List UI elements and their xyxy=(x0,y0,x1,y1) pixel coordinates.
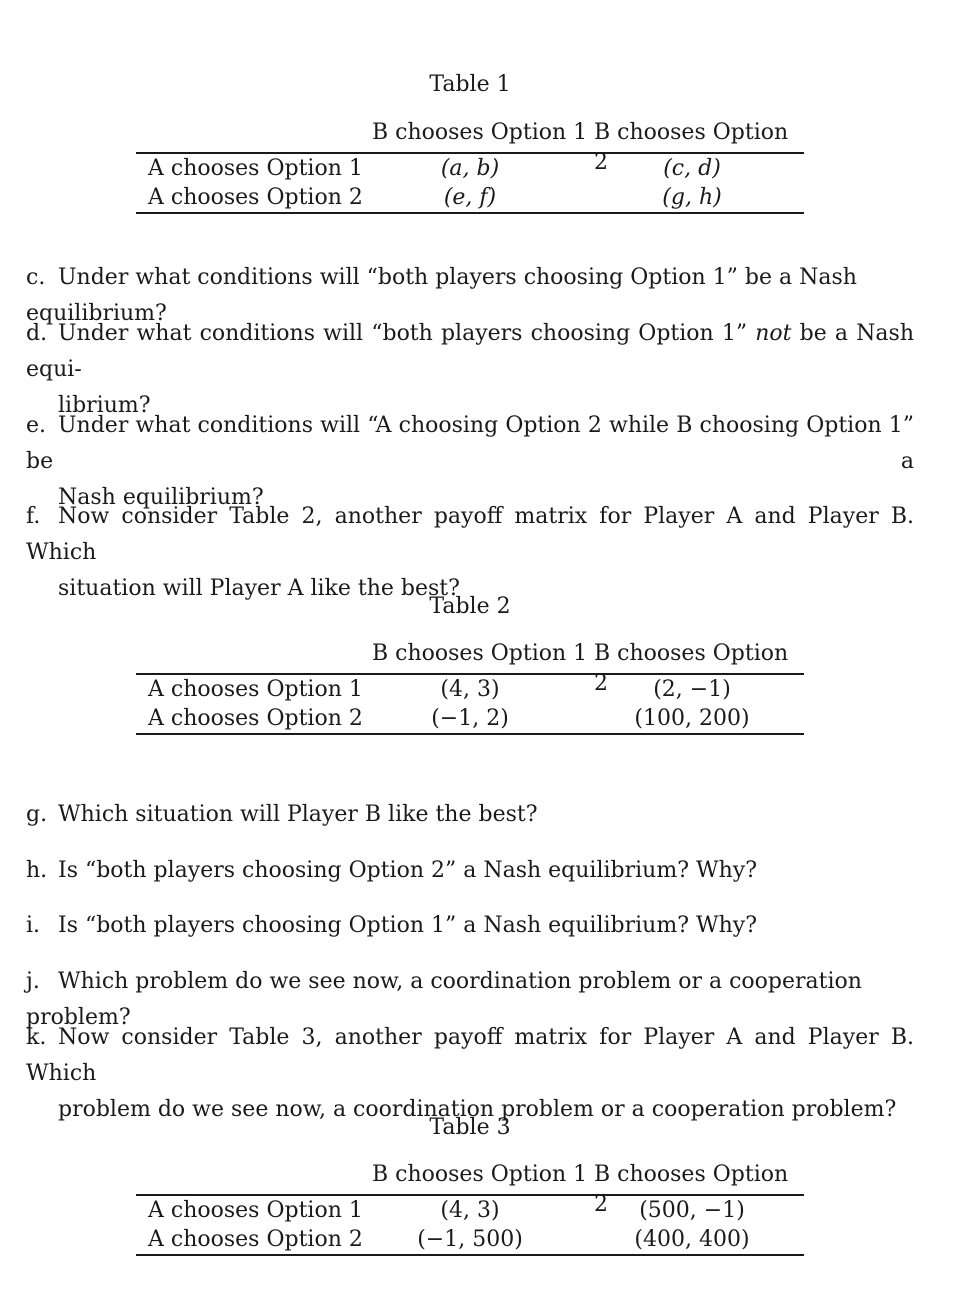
table-row xyxy=(136,1225,804,1254)
question-label: j. xyxy=(26,969,40,994)
question-label: f. xyxy=(26,504,41,529)
question-text: situation will Player A like the best? xyxy=(58,576,460,601)
question-text: Under what conditions will “both players choosing Option 1” xyxy=(58,321,748,346)
payoff-cell: (c, d) xyxy=(663,156,721,181)
payoff-cell: (4, 3) xyxy=(440,1198,500,1223)
question-label: k. xyxy=(26,1025,47,1050)
question-label: c. xyxy=(26,265,46,290)
table-row xyxy=(136,154,804,183)
question-text: Now consider Table 2, another payoff matrix for Player A and Player B. Which xyxy=(26,504,914,565)
question-text: Which situation will Player B like the best? xyxy=(58,802,538,827)
question-text: be a Nash equi- xyxy=(26,321,915,382)
question-label: e. xyxy=(26,413,47,438)
col-header-b-option-1: B chooses Option 1 xyxy=(372,120,588,145)
table-row xyxy=(136,675,804,704)
col-header-b-option-2: B chooses Option 2 xyxy=(594,1162,789,1217)
row-label: A chooses Option 1 xyxy=(148,677,363,702)
question-text: Under what conditions will “A choosing Option 2 while B choosing Option 1” be a xyxy=(26,413,914,474)
question-emphasis: not xyxy=(755,321,792,346)
payoff-cell: (4, 3) xyxy=(440,677,500,702)
question-k xyxy=(26,1020,914,1128)
row-label: A chooses Option 2 xyxy=(148,706,363,731)
table-rule xyxy=(136,1254,804,1256)
col-header-b-option-2: B chooses Option 2 xyxy=(594,120,789,175)
payoff-cell: (−1, 500) xyxy=(417,1227,523,1252)
row-label: A chooses Option 1 xyxy=(148,156,363,181)
payoff-cell: (e, f) xyxy=(443,185,497,210)
question-f xyxy=(26,499,914,607)
question-text: librium? xyxy=(58,393,151,418)
row-label: A chooses Option 2 xyxy=(148,1227,363,1252)
question-label: h. xyxy=(26,858,48,883)
payoff-cell: (100, 200) xyxy=(634,706,750,731)
question-text: Now consider Table 3, another payoff matrix for Player A and Player B. Which xyxy=(26,1025,914,1086)
question-text: problem do we see now, a coordination problem or a cooperation problem? xyxy=(58,1097,897,1122)
question-text: Which problem do we see now, a coordination problem or a cooperation problem? xyxy=(26,969,862,1030)
table-3-caption: Table 3 xyxy=(429,1115,511,1140)
question-g xyxy=(26,797,914,833)
payoff-cell: (g, h) xyxy=(662,185,722,210)
table-rule xyxy=(136,733,804,735)
col-header-b-option-2: B chooses Option 2 xyxy=(594,641,789,696)
col-header-b-option-1: B chooses Option 1 xyxy=(372,1162,588,1187)
row-label: A chooses Option 2 xyxy=(148,185,363,210)
question-label: g. xyxy=(26,802,48,827)
payoff-cell: (−1, 2) xyxy=(431,706,509,731)
payoff-cell: (400, 400) xyxy=(634,1227,750,1252)
table-row xyxy=(136,183,804,212)
question-text: Under what conditions will “both players choosing Option 1” be a Nash equilibrium? xyxy=(26,265,857,326)
payoff-cell: (2, −1) xyxy=(653,677,731,702)
question-h xyxy=(26,853,914,889)
table-row xyxy=(136,704,804,733)
col-header-b-option-1: B chooses Option 1 xyxy=(372,641,588,666)
table-2-caption: Table 2 xyxy=(429,594,511,619)
table-1 xyxy=(136,118,804,214)
table-row xyxy=(136,1196,804,1225)
question-text: Is “both players choosing Option 2” a Nash equilibrium? Why? xyxy=(58,858,757,883)
payoff-cell: (a, b) xyxy=(440,156,500,181)
question-text: Nash equilibrium? xyxy=(58,485,264,510)
table-rule xyxy=(136,212,804,214)
question-label: d. xyxy=(26,321,48,346)
table-1-caption: Table 1 xyxy=(429,72,511,97)
table-3 xyxy=(136,1160,804,1256)
question-text: Is “both players choosing Option 1” a Nash equilibrium? Why? xyxy=(58,913,757,938)
payoff-cell: (500, −1) xyxy=(639,1198,745,1223)
row-label: A chooses Option 1 xyxy=(148,1198,363,1223)
table-2 xyxy=(136,639,804,735)
question-label: i. xyxy=(26,913,41,938)
question-i xyxy=(26,908,914,944)
